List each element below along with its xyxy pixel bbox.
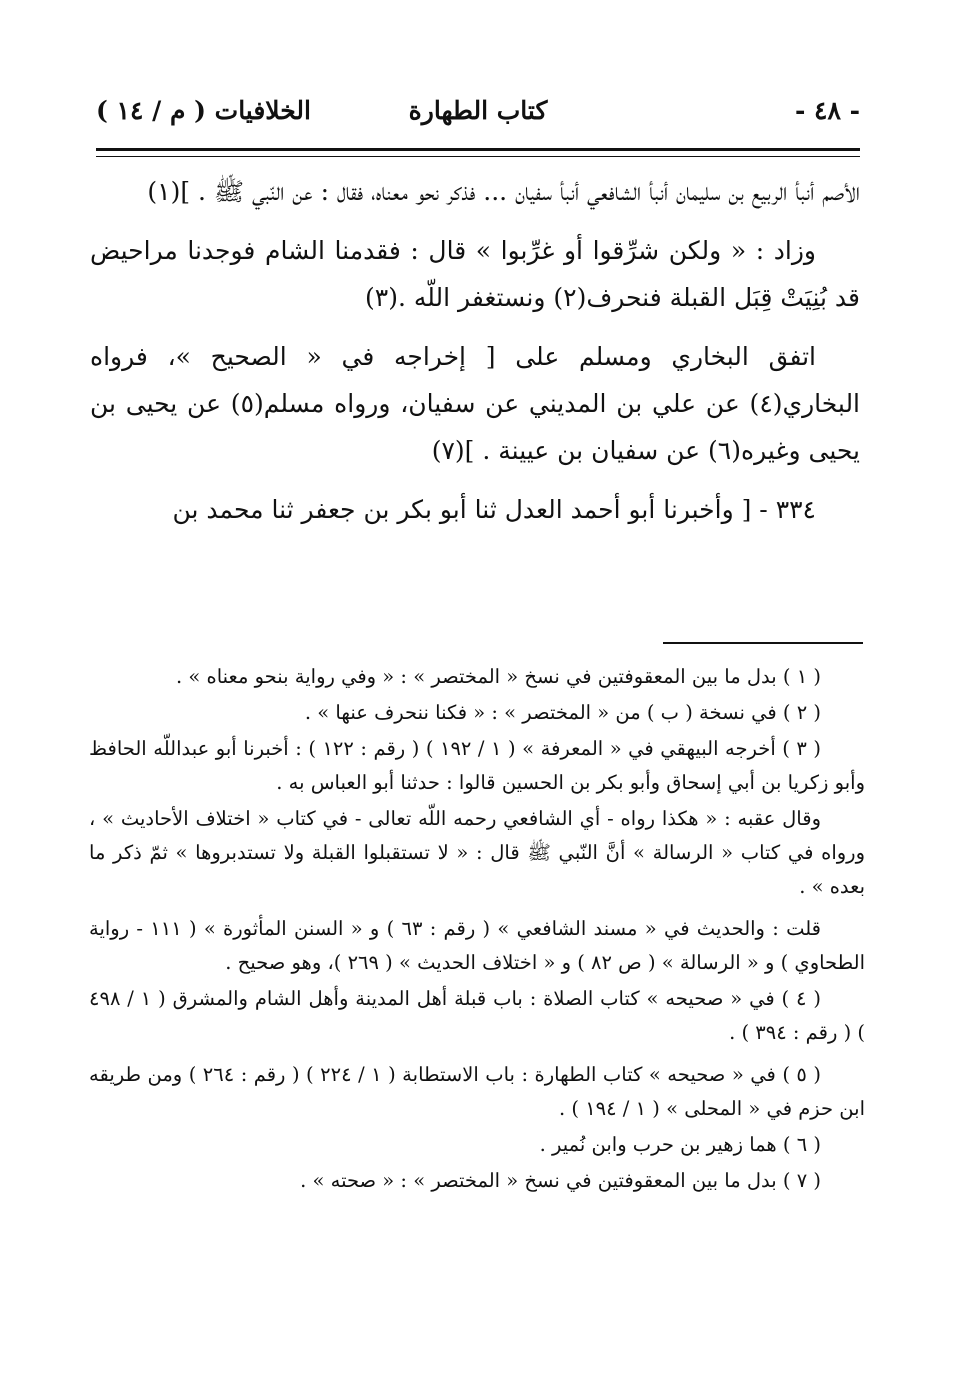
footnote: ( ٥ ) في « صحيحه » كتاب الطهارة : باب الاستطابة ( ١ / ٢٢٤ ) ( رقم : ٢٦٤ ) ومن طريقه ابن حزم في « المحلى » ( ١ / ١٩٤ ) . — [89, 1063, 865, 1120]
hadith-entry-334: ٣٣٤ - [ وأخبرنا أبو أحمد العدل ثنا أبو بكر بن جعفر ثنا محمد بن — [172, 495, 816, 524]
footnote-continuation: قلت : والحديث في « مسند الشافعي » ( رقم : ٦٣ ) و « السنن المأثورة » ( ١١١ - رواية الطحاوي ) و « الرسالة » ( ص ٨٢ ) و « اختلاف الحديث » ( ٢٦٩ )، وهو صحيح . — [89, 917, 865, 974]
body-paragraph: الأصم أنبأ الربيع بن سليمان أنبأ الشافعي أنبأ سفيان ... فذكر نحو معناه، فقال : عن النّبي ﷺ . ](١) — [147, 177, 860, 206]
page-number: - ٤٨ - — [794, 96, 860, 125]
book-section-title: كتاب الطهارة — [408, 96, 548, 125]
footnote: ( ٧ ) بدل ما بين المعقوفتين في نسخ « المختصر » : « صحته » . — [300, 1169, 821, 1192]
footnotes — [89, 660, 865, 1200]
body-paragraph: وزاد : « ولكن شرِّقوا أو غرِّبوا » قال : فقدمنا الشام فوجدنا مراحيض قد بُنِيَتْ قِبَل القبلة فنحرف(٢) ونستغفر اللّه .(٣) — [90, 236, 860, 312]
header-rule-thin — [96, 156, 860, 157]
footnote: ( ١ ) بدل ما بين المعقوفتين في نسخ « المختصر » : « وفي رواية بنحو معناه » . — [175, 665, 821, 688]
footnote: ( ٦ ) هما زهير بن حرب وابن نُمير . — [539, 1133, 821, 1156]
running-header — [96, 96, 860, 144]
footnote: ( ٤ ) في « صحيحه » كتاب الصلاة : باب قبلة أهل المدينة وأهل الشام والمشرق ( ١ / ٤٩٨ ) ( رقم : ٣٩٤ ) . — [89, 987, 865, 1044]
running-title: الخلافيات ( م / ١٤ ) — [96, 96, 311, 125]
body-paragraph: اتفق البخاري ومسلم على [ إخراجه في « الصحيح »، فرواه البخاري(٤) عن علي بن المديني عن سفيان، ورواه مسلم(٥) عن يحيى بن يحيى وغيره(٦) عن سفيان بن عيينة . ](٧) — [90, 342, 861, 465]
footnote: ( ٣ ) أخرجه البيهقي في « المعرفة » ( ١ / ١٩٢ ) ( رقم : ١٢٢ ) : أخبرنا أبو عبداللّه الحافظ وأبو زكريا بن أبي إسحاق وأبو بكر بن الحسين قالوا : حدثنا أبو العباس به . — [89, 737, 865, 794]
footnote-separator — [663, 642, 863, 644]
header-rule-thick — [96, 148, 860, 151]
footnote-continuation: وقال عقبه : « هكذا رواه - أي الشافعي رحمه اللّه تعالى - في كتاب « اختلاف الأحاديث » ، ورواه في كتاب « الرسالة » أنَّ النّبي ﷺ قال : « لا تستقبلوا القبلة ولا تستدبروها » ثمّ ذكر ما بعده » . — [89, 807, 865, 898]
footnote: ( ٢ ) في نسخة ( ب ) من « المختصر » : « فكنا ننحرف عنها » . — [304, 701, 821, 724]
main-text — [90, 168, 860, 545]
